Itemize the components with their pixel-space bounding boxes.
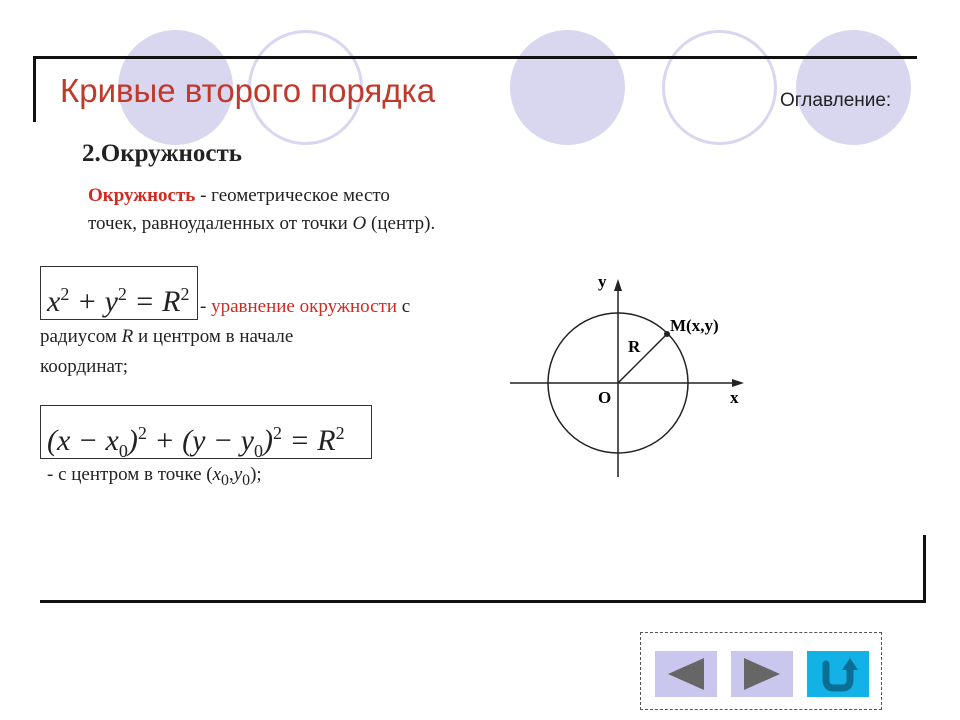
formula1-line2-a: радиусом xyxy=(40,326,122,347)
formula2-caption-sub0: 0 xyxy=(221,471,229,489)
page-title: Кривые второго порядка xyxy=(60,72,436,109)
definition-point: O xyxy=(352,213,367,234)
origin-label: O xyxy=(598,388,612,407)
navigation-panel xyxy=(640,632,882,710)
right-rule xyxy=(923,535,926,603)
triangle-right-icon xyxy=(740,656,784,692)
circle-diagram xyxy=(500,265,760,485)
formula1-label-tail: с xyxy=(397,296,411,317)
radius-segment xyxy=(618,334,667,383)
definition-text-1: - геометрическое место xyxy=(195,185,390,206)
formula2-caption-b: ); xyxy=(250,464,262,485)
x-axis-arrow xyxy=(732,379,744,387)
formula1-line2-b: и центром в начале xyxy=(133,326,294,347)
decor-circle-3 xyxy=(510,30,625,145)
x-axis-label: x xyxy=(730,388,739,407)
decor-circle-4 xyxy=(662,30,777,145)
top-rule xyxy=(33,56,917,59)
prev-slide-button[interactable] xyxy=(655,651,717,697)
formula2-caption-sub1: 0 xyxy=(242,471,251,489)
next-slide-button[interactable] xyxy=(731,651,793,697)
formula2-caption-x: x xyxy=(212,464,222,485)
radius-label: R xyxy=(628,337,641,356)
definition-term: Окружность xyxy=(88,185,196,206)
formula1-label: уравнение окружности xyxy=(211,296,398,317)
return-button[interactable] xyxy=(807,651,869,697)
formula1-line3: координат; xyxy=(40,356,129,377)
formula2-caption xyxy=(47,464,262,490)
formula1-radius-var: R xyxy=(121,326,134,347)
circle-equation-origin: $x^2 + y^2 = R^2$ xyxy=(40,266,198,320)
left-rule xyxy=(33,56,36,122)
y-axis-label: y xyxy=(598,272,607,291)
formula1-caption xyxy=(40,292,490,382)
definition-text-2: точек, равноудаленных от точки xyxy=(88,213,353,234)
decor-circle-5 xyxy=(796,30,911,145)
circle-equation-general: $(x - x_0)^2 + (y - y_0)^2 = R^2$ xyxy=(40,405,372,459)
return-arrow-icon xyxy=(818,654,858,694)
formula2-caption-comma: , xyxy=(228,464,234,485)
point-m-label: M(x,y) xyxy=(670,316,719,335)
toc-link[interactable]: Оглавление: xyxy=(780,90,892,111)
bottom-rule xyxy=(40,600,926,603)
y-axis-arrow xyxy=(614,279,622,291)
definition-text-3: (центр). xyxy=(366,213,436,234)
triangle-left-icon xyxy=(664,656,708,692)
formula2-caption-y: y xyxy=(233,464,243,485)
formula1-dash: - xyxy=(200,296,212,317)
section-title: 2.Окружность xyxy=(82,140,242,167)
definition-text xyxy=(88,182,568,238)
formula2-caption-a: - с центром в точке ( xyxy=(47,464,213,485)
